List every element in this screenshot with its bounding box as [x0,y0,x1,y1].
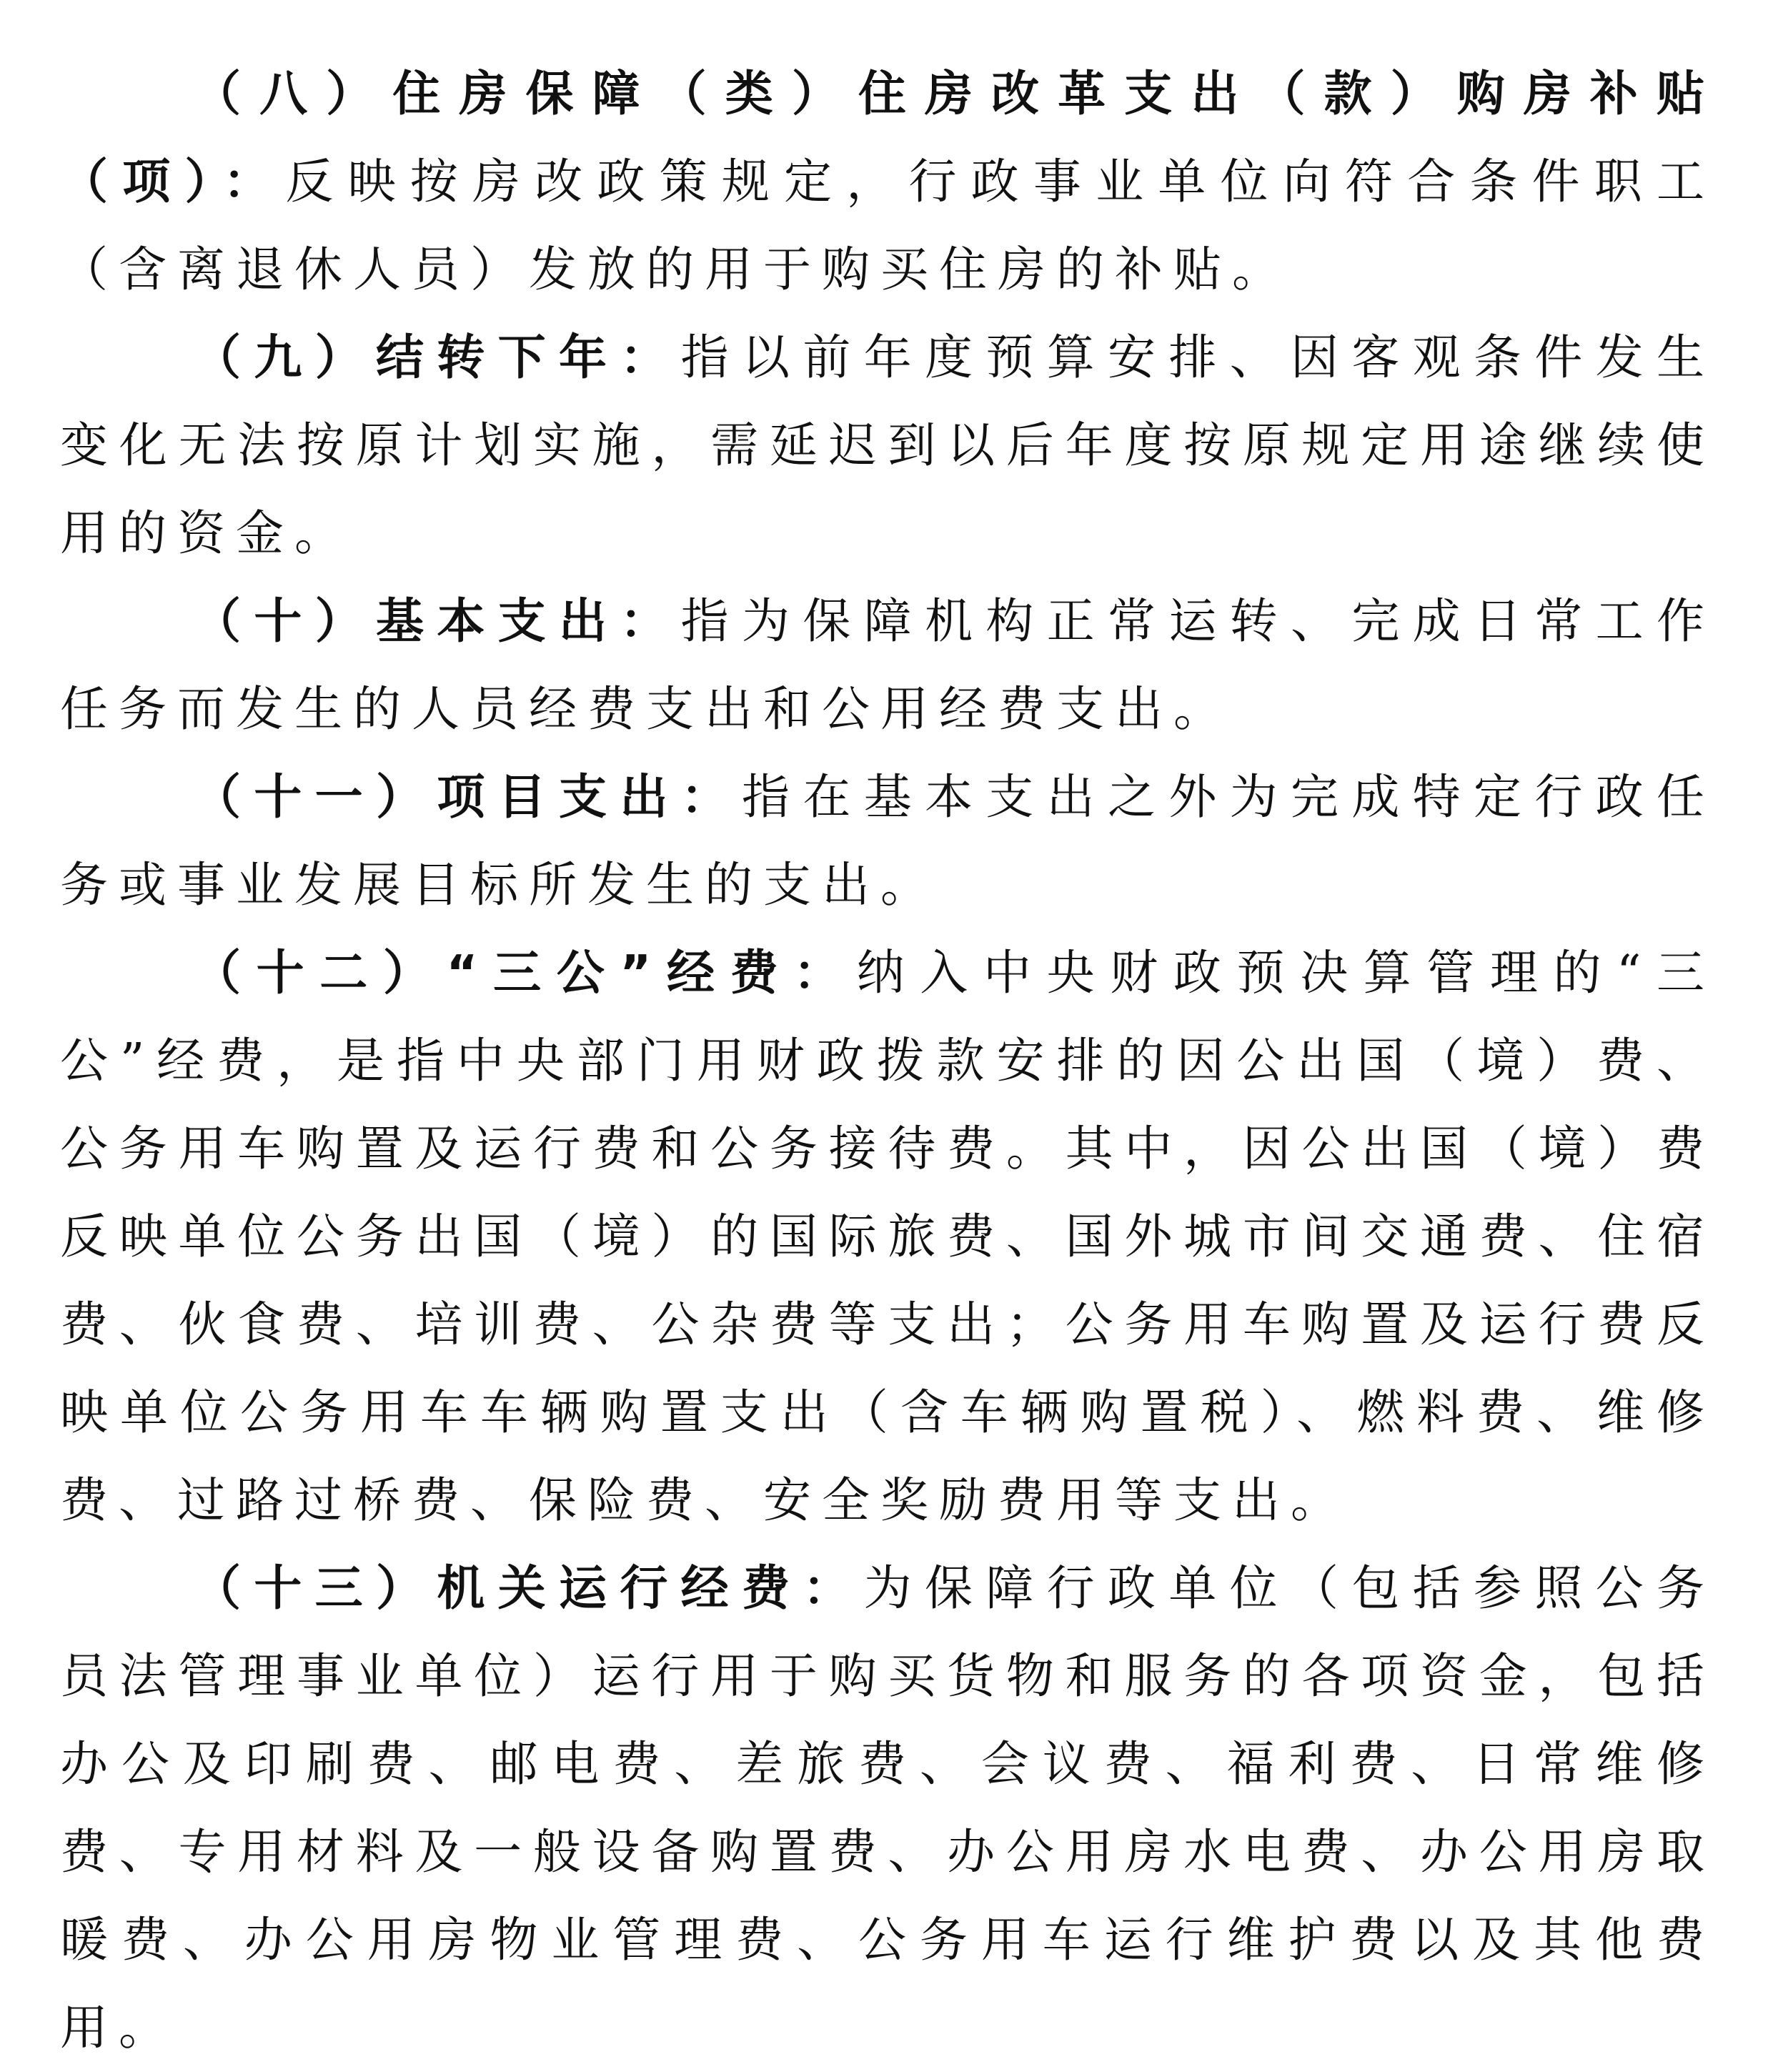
term-three-public-funds: （十二）“三公”经费： [193,945,857,1001]
term-carryover: （九）结转下年： [193,329,681,385]
definition-project-expenditure: 指在基本支出之外为完成特定行政任务或事业发展目标所发生的支出。 [60,769,1715,913]
paragraph-project-expenditure [60,753,1715,929]
definition-operating-funds: 为保障行政单位（包括参照公务员法管理事业单位）运行用于购买货物和服务的各项资金，包括办公及印刷费、邮电费、差旅费、会议费、福利费、日常维修费、专用材料及一般设备购置费、办公用房水电费、办公用房取暖费、办公用房物业管理费、公务用车运行维护费以及其他费用。 [60,1560,1716,2056]
definition-carryover: 指以前年度预算安排、因客观条件发生变化无法按原计划实施，需延迟到以后年度按原规定用途继续使用的资金。 [60,329,1716,561]
term-operating-funds: （十三）机关运行经费： [193,1560,864,1616]
paragraph-carryover [60,314,1715,578]
definition-basic-expenditure: 指为保障机构正常运转、完成日常工作任务而发生的人员经费支出和公用经费支出。 [60,593,1716,737]
term-project-expenditure: （十一）项目支出： [193,769,742,825]
paragraph-basic-expenditure [60,578,1715,753]
term-housing-subsidy: （八）住房保障（类）住房改革支出（款）购房补贴（项）： [60,66,1715,209]
definition-housing-subsidy: 反映按房改政策规定，行政事业单位向符合条件职工（含离退休人员）发放的用于购买住房的补贴。 [60,154,1716,297]
definition-three-public-funds: 纳入中央财政预决算管理的“三公”经费，是指中央部门用财政拨款安排的因公出国（境）费、公务用车购置及运行费和公务接待费。其中，因公出国（境）费反映单位公务出国（境）的国际旅费、国外城市间交通费、住宿费、伙食费、培训费、公杂费等支出；公务用车购置及运行费反映单位公务用车车辆购置支出（含车辆购置税）、燃料费、维修费、过路过桥费、保险费、安全奖励费用等支出。 [60,945,1715,1528]
paragraph-three-public-funds [60,929,1715,1545]
document-page [60,50,1715,2072]
term-basic-expenditure: （十）基本支出： [193,593,681,649]
paragraph-operating-funds [60,1545,1715,2072]
paragraph-housing-subsidy [60,50,1715,314]
